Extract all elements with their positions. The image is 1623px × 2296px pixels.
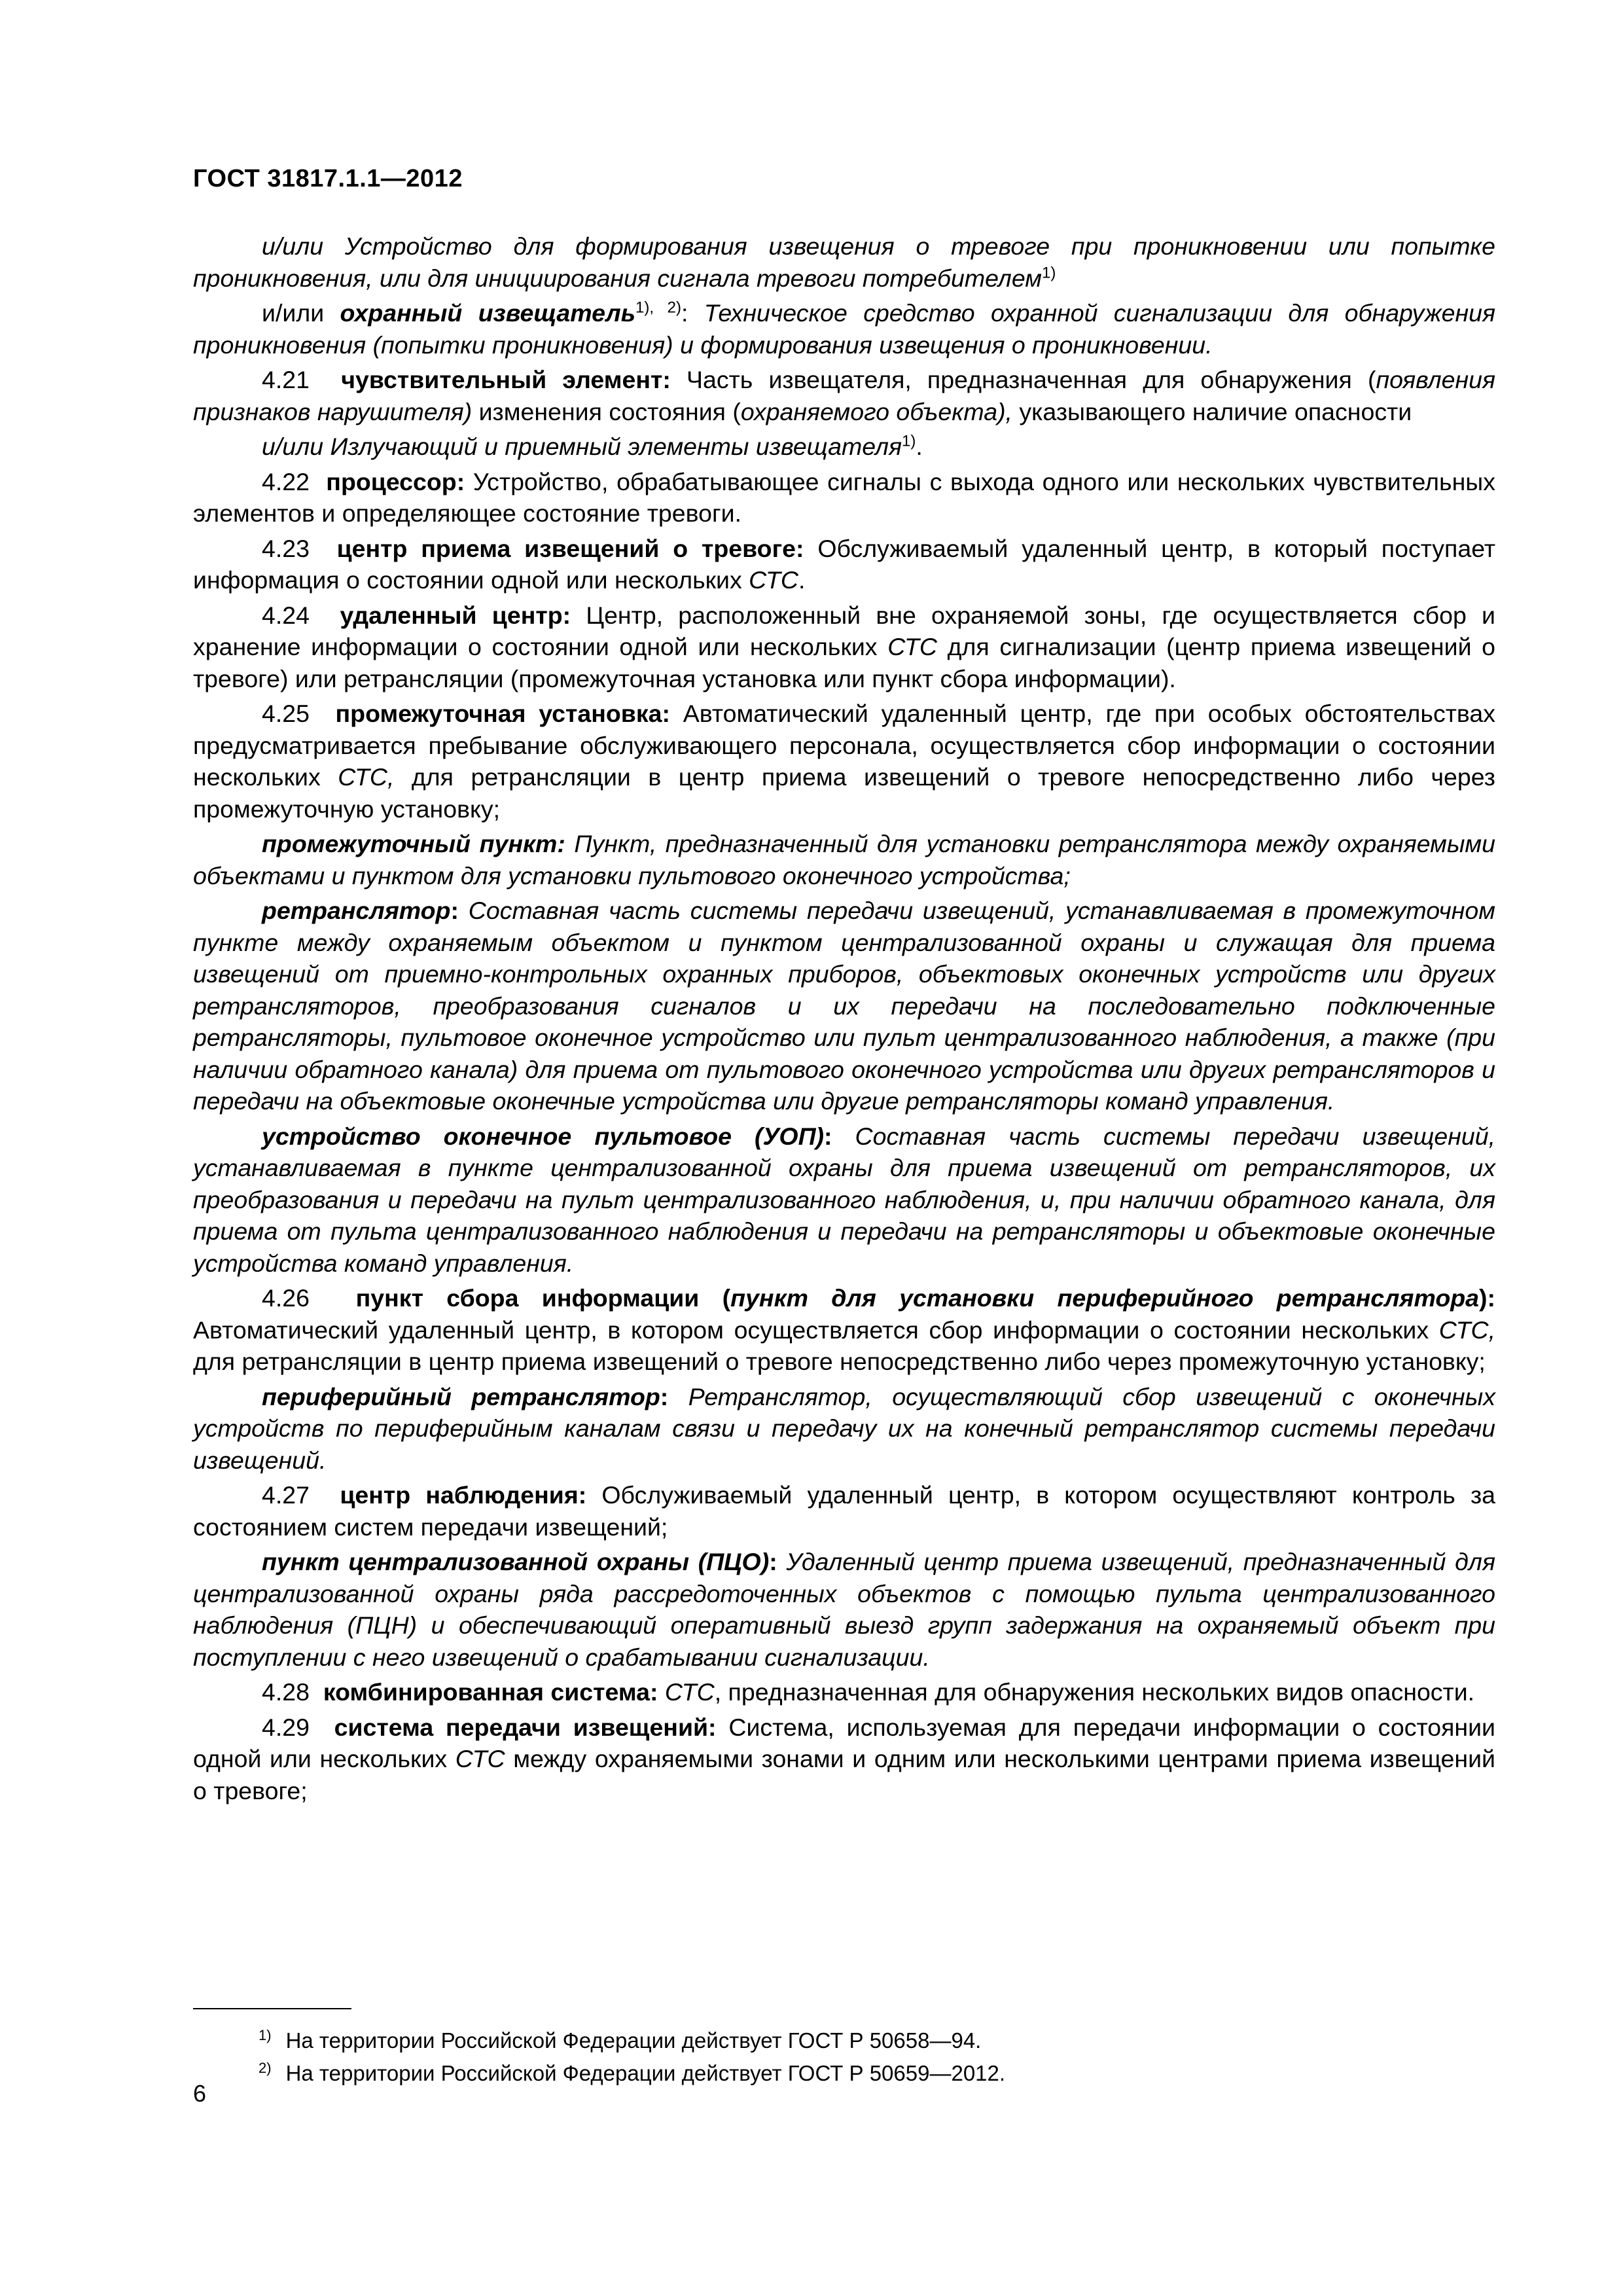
page-number: 6	[193, 2080, 207, 2107]
paragraph-4-28: 4.28 комбинированная система: СТС, предназначенная для обнаружения нескольких видов опасности.	[262, 1678, 1475, 1706]
paragraph-alt-definition-sensing: и/или Излучающий и приемный элементы извещателя$^{1)}$.	[262, 432, 923, 460]
term: промежуточная установка:	[335, 700, 670, 727]
paragraph-4-26: 4.26 пункт сбора информации (пункт для установки периферийного ретранслятора): Автоматический удаленный центр, в котором осуществляется сбор информации о состоянии нескольких СТС, для ретрансляции в центр приема извещений о тревоге непосредственно либо через промежуточную установку;	[193, 1284, 1495, 1375]
footnote-divider	[193, 2008, 351, 2009]
term: процессор:	[326, 467, 465, 495]
clause-number: 4.22	[262, 467, 310, 495]
term: устройство оконечное пультовое (УОП)	[262, 1122, 825, 1150]
term: пункт сбора информации (	[355, 1284, 731, 1312]
term: центр наблюдения:	[340, 1481, 587, 1509]
paragraph-4-23: 4.23 центр приема извещений о тревоге: Обслуживаемый удаленный центр, в который поступает информация о состоянии одной или нескольких СТС.	[193, 534, 1495, 594]
paragraph-4-21: 4.21 чувствительный элемент: Часть извещателя, предназначенная для обнаружения (появления признаков нарушителя) изменения состояния (охраняемого объекта), указывающего наличие опасности	[193, 366, 1495, 425]
term: пункт централизованной охраны (ПЦО)	[262, 1548, 770, 1575]
clause-number: 4.23	[262, 534, 310, 562]
term: охранный извещатель	[340, 299, 635, 327]
term: система передачи извещений:	[334, 1713, 717, 1741]
clause-number: 4.24	[262, 601, 310, 629]
paragraph-intermediate-point: промежуточный пункт: Пункт, предназначенный для установки ретранслятора между охраняемыми объектами и пунктом для установки пультового оконечного устройства;	[193, 830, 1495, 889]
term: ретранслятор	[262, 897, 451, 924]
clause-number: 4.29	[262, 1713, 310, 1741]
paragraph-central-security-point: пункт централизованной охраны (ПЦО): Удаленный центр приема извещений, предназначенный для централизованной охраны ряда рассредоточенных объектов с помощью пульта централизованного наблюдения (ПЦН) и обеспечивающий оперативный выезд групп задержания на охраняемый объект при поступлении с него извещений о срабатывании сигнализации.	[193, 1548, 1495, 1671]
term: промежуточный пункт:	[262, 830, 565, 857]
footnote-item: $^{1)}$ На территории Российской Федерации действует ГОСТ Р 50658—94.	[259, 2027, 982, 2053]
paragraph-4-29: 4.29 система передачи извещений: Система, используемая для передачи информации о состоянии одной или нескольких СТС между охраняемыми зонами и одним или несколькими центрами приема извещений о тревоге;	[193, 1713, 1495, 1804]
paragraph-4-22: 4.22 процессор: Устройство, обрабатывающее сигналы с выхода одного или нескольких чувствительных элементов и определяющее состояние тревоги.	[193, 467, 1495, 527]
footnotes	[259, 2026, 1502, 2091]
clause-number: 4.27	[262, 1481, 310, 1509]
footnote-item: $^{2)}$ На территории Российской Федерации действует ГОСТ Р 50659—2012.	[259, 2060, 1006, 2085]
paragraph-4-24: 4.24 удаленный центр: Центр, расположенный вне охраняемой зоны, где осуществляется сбор и хранение информации о состоянии одной или нескольких СТС для сигнализации (центр приема извещений о тревоге) или ретрансляции (промежуточная установка или пункт сбора информации).	[193, 601, 1496, 692]
term: удаленный центр:	[340, 601, 571, 629]
document-header: ГОСТ 31817.1.1—2012	[193, 165, 463, 192]
clause-number: 4.28	[262, 1678, 310, 1706]
clause-number: 4.25	[262, 700, 310, 727]
document-body	[193, 230, 1495, 1810]
paragraph-console-terminal-device: устройство оконечное пультовое (УОП): Составная часть системы передачи извещений, устанавливаемая в пункте централизованной охраны для приема извещений от ретрансляторов, их преобразования и передачи на пульт централизованного наблюдения, и, при наличии обратного канала, для приема от пульта централизованного наблюдения и передачи на ретрансляторы и объектовые оконечные устройства команд управления.	[193, 1122, 1495, 1277]
paragraph-4-25: 4.25 промежуточная установка: Автоматический удаленный центр, где при особых обстоятельствах предусматривается пребывание обслуживающего персонала, осуществляется сбор информации о состоянии нескольких СТС, для ретрансляции в центр приема извещений о тревоге непосредственно либо через промежуточную установку;	[193, 700, 1495, 823]
paragraph-4-27: 4.27 центр наблюдения: Обслуживаемый удаленный центр, в котором осуществляют контроль за состоянием систем передачи извещений;	[193, 1481, 1495, 1541]
paragraph-alt-definition-detector: и/или Устройство для формирования извещения о тревоге при проникновении или попытке проникновения, или для инициирования сигнала тревоги потребителем$^{1)}$	[193, 232, 1495, 292]
clause-number: 4.26	[262, 1284, 310, 1312]
clause-number: 4.21	[262, 366, 310, 393]
paragraph-security-detector: и/или охранный извещатель$^{1), 2)}$: Техническое средство охранной сигнализации для обнаружения проникновения (попытки проникновения) и формирования извещения о проникновении.	[193, 298, 1496, 359]
paragraph-repeater: ретранслятор: Составная часть системы передачи извещений, устанавливаемая в промежуточном пункте между охраняемым объектом и пунктом централизованной охраны и служащая для приема извещений от приемно-контрольных охранных приборов, объектовых оконечных устройств или других ретрансляторов, преобразования сигналов и их передачи на последовательно подключенные ретрансляторы, пультовое оконечное устройство или пульт централизованного наблюдения, а также (при наличии обратного канала) для приема от пультового оконечного устройства или других ретрансляторов и передачи на объектовые оконечные устройства или другие ретрансляторы команд управления.	[193, 897, 1495, 1115]
paragraph-peripheral-repeater: периферийный ретранслятор: Ретранслятор, осуществляющий сбор извещений с оконечных устройств по периферийным каналам связи и передачу их на конечный ретранслятор системы передачи извещений.	[193, 1382, 1495, 1474]
term: периферийный ретранслятор	[262, 1382, 660, 1410]
term: центр приема извещений о тревоге:	[336, 534, 804, 562]
term: комбинированная система:	[323, 1678, 658, 1706]
term: чувствительный элемент:	[341, 366, 671, 393]
